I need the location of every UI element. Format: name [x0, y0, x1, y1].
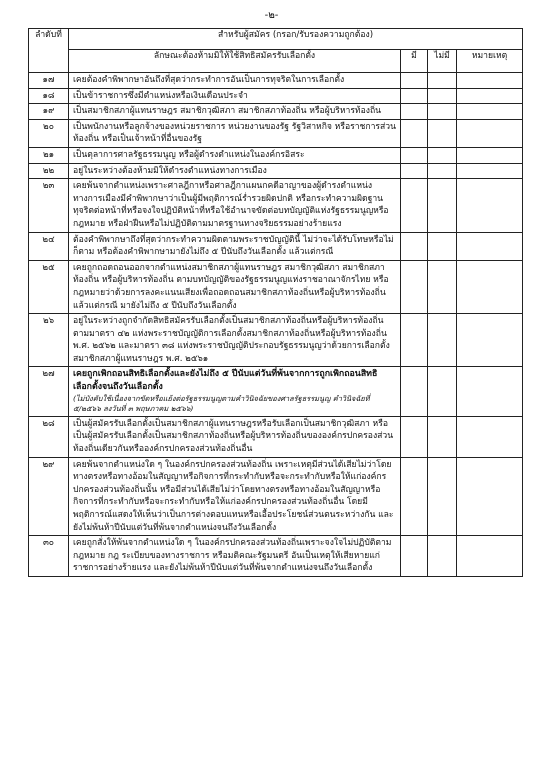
row-description — [69, 163, 401, 179]
remark-cell[interactable] — [457, 119, 523, 147]
row-text: เคยพ้นจากตำแหน่งใด ๆ ในองค์กรปกครองส่วนท้องถิ่น เพราะเหตุมีส่วนได้เสียไม่ว่าโดยทางตรงหรือทางอ้อมในสัญญาหรือกิจการที่กระทำกับหรือจะกระทำกับหรือให้แก่องค์กรปกครองส่วนท้องถิ่นนั้น หรือมีส่วนได้เสียไม่ว่าโดยทางตรงหรือทางอ้อมในสัญญาหรือกิจการที่กระทำกับหรือจะกระทำกับหรือให้แก่องค์กรปกครองส่วนท้องถิ่นอื่น โดยมีพฤติการณ์แสดงให้เห็นว่าเป็นการต่างตอบแทนหรือเอื้อประโยชน์ส่วนตนระหว่างกัน และยังไม่พ้นห้าปีนับแต่วันที่พ้นจากตำแหน่งจนถึงวันเลือกตั้ง — [73, 459, 394, 533]
remark-cell[interactable] — [457, 179, 523, 232]
row-description — [69, 119, 401, 147]
row-description — [69, 260, 401, 313]
table-row — [29, 179, 523, 232]
row-text: ต้องคำพิพากษาถึงที่สุดว่ากระทำความผิดตามพระราชบัญญัตินี้ ไม่ว่าจะได้รับโทษหรือไม่ก็ตาม หรือต้องคำพิพากษามายังไม่ถึง ๕ ปีนับถึงวันเลือกตั้ง แล้วแต่กรณี — [73, 234, 394, 258]
column-header-yes: มี — [401, 50, 428, 73]
row-description — [69, 73, 401, 89]
row-number: ๑๘ — [29, 88, 69, 104]
table-row — [29, 119, 523, 147]
no-checkbox-cell[interactable] — [428, 179, 457, 232]
remark-cell[interactable] — [457, 260, 523, 313]
row-description — [69, 179, 401, 232]
row-text: เป็นพนักงานหรือลูกจ้างของหน่วยราชการ หน่วยงานของรัฐ รัฐวิสาหกิจ หรือราชการส่วนท้องถิ่น หรือเป็นเจ้าหน้าที่อื่นของรัฐ — [73, 121, 396, 145]
row-number: ๒๕ — [29, 260, 69, 313]
yes-checkbox-cell[interactable] — [401, 88, 428, 104]
table-row — [29, 88, 523, 104]
row-description — [69, 104, 401, 120]
row-text: เป็นตุลาการศาลรัฐธรรมนูญ หรือผู้ดำรงตำแหน่งในองค์กรอิสระ — [73, 149, 305, 160]
remark-cell[interactable] — [457, 536, 523, 577]
remark-cell[interactable] — [457, 314, 523, 367]
row-note: (ไม่บังคับใช้เนื่องจากขัดหรือแย้งต่อรัฐธรรมนูญตามคำวินิจฉัยของศาลรัฐธรรมนูญ คำวินิจฉัยที่ ๕/๒๕๖๖ ลงวันที่ ๓ พฤษภาคม ๒๕๖๖) — [73, 393, 370, 414]
table-row — [29, 163, 523, 179]
yes-checkbox-cell[interactable] — [401, 119, 428, 147]
row-text: เคยถูกเพิกถอนสิทธิเลือกตั้งและยังไม่ถึง ๕ ปีนับแต่วันที่พ้นจากการถูกเพิกถอนสิทธิเลือกตั้งจนถึงวันเลือกตั้ง — [73, 369, 378, 393]
row-description — [69, 88, 401, 104]
remark-cell[interactable] — [457, 367, 523, 416]
yes-checkbox-cell[interactable] — [401, 232, 428, 260]
no-checkbox-cell[interactable] — [428, 536, 457, 577]
no-checkbox-cell[interactable] — [428, 457, 457, 536]
remark-cell[interactable] — [457, 163, 523, 179]
table-row — [29, 232, 523, 260]
row-number: ๑๗ — [29, 73, 69, 89]
no-checkbox-cell[interactable] — [428, 314, 457, 367]
row-number: ๒๓ — [29, 179, 69, 232]
remark-cell[interactable] — [457, 147, 523, 163]
row-text: อยู่ในระหว่างต้องห้ามมิให้ดำรงตำแหน่งทางการเมือง — [73, 165, 267, 176]
no-checkbox-cell[interactable] — [428, 367, 457, 416]
row-number: ๒๖ — [29, 314, 69, 367]
yes-checkbox-cell[interactable] — [401, 147, 428, 163]
table-row — [29, 260, 523, 313]
table-row — [29, 147, 523, 163]
row-number: ๒๗ — [29, 367, 69, 416]
page-number: -๒- — [264, 10, 279, 21]
table-row — [29, 536, 523, 577]
yes-checkbox-cell[interactable] — [401, 260, 428, 313]
row-number: ๒๑ — [29, 147, 69, 163]
row-text: เคยถูกสั่งให้พ้นจากตำแหน่งใด ๆ ในองค์กรปกครองส่วนท้องถิ่นเพราะจงใจไม่ปฏิบัติตามกฎหมาย กฎ ระเบียบของทางราชการ หรือมติคณะรัฐมนตรี อันเป็นเหตุให้เสียหายแก่ราชการอย่างร้ายแรง และยังไม่พ้นห้าปีนับแต่วันที่พ้นจากตำแหน่งจนถึงวันเลือกตั้ง — [73, 538, 392, 574]
row-text: เคยต้องคำพิพากษาอันถึงที่สุดว่ากระทำการอันเป็นการทุจริตในการเลือกตั้ง — [73, 75, 345, 85]
row-text: เคยถูกถอดถอนออกจากตำแหน่งสมาชิกสภาผู้แทนราษฎร สมาชิกวุฒิสภา สมาชิกสภาท้องถิ่น หรือผู้บริหารท้องถิ่น ตามบทบัญญัติของรัฐธรรมนูญแห่งราชอาณาจักรไทย หรือกฎหมายว่าด้วยการลงคะแนนเสียงเพื่อถอดถอนสมาชิกสภาท้องถิ่นหรือผู้บริหารท้องถิ่น แล้วแต่กรณี มายังไม่ถึง ๕ ปีนับถึงวันเลือกตั้ง — [73, 262, 389, 311]
no-checkbox-cell[interactable] — [428, 416, 457, 457]
row-number: ๒๙ — [29, 457, 69, 536]
table-row — [29, 314, 523, 367]
row-text: อยู่ในระหว่างถูกจำกัดสิทธิสมัครรับเลือกตั้งเป็นสมาชิกสภาท้องถิ่นหรือผู้บริหารท้องถิ่นตามมาตรา ๔๒ แห่งพระราชบัญญัติการเลือกตั้งสมาชิกสภาท้องถิ่นหรือผู้บริหารท้องถิ่น พ.ศ. ๒๕๖๒ และมาตรา ๓๘ แห่งพระราชบัญญัติประกอบรัฐธรรมนูญว่าด้วยการเลือกตั้งสมาชิกสภาผู้แทนราษฎร พ.ศ. ๒๕๖๑ — [73, 316, 390, 364]
row-number: ๓๐ — [29, 536, 69, 577]
row-number: ๒๐ — [29, 119, 69, 147]
disqualification-table — [28, 28, 523, 577]
column-header-note: หมายเหตุ — [457, 50, 523, 73]
remark-cell[interactable] — [457, 104, 523, 120]
no-checkbox-cell[interactable] — [428, 163, 457, 179]
table-row — [29, 457, 523, 536]
remark-cell[interactable] — [457, 88, 523, 104]
remark-cell[interactable] — [457, 232, 523, 260]
remark-cell[interactable] — [457, 416, 523, 457]
no-checkbox-cell[interactable] — [428, 232, 457, 260]
row-description — [69, 457, 401, 536]
no-checkbox-cell[interactable] — [428, 260, 457, 313]
row-number: ๒๒ — [29, 163, 69, 179]
row-description — [69, 536, 401, 577]
remark-cell[interactable] — [457, 73, 523, 89]
row-text: เคยพ้นจากตำแหน่งเพราะศาลฎีกาหรือศาลฎีกาแผนกคดีอาญาของผู้ดำรงตำแหน่งทางการเมืองมีคำพิพากษาว่าเป็นผู้มีพฤติการณ์ร่ำรวยผิดปกติ หรือกระทำความผิดฐานทุจริตต่อหน้าที่หรือจงใจปฏิบัติหน้าที่หรือใช้อำนาจขัดต่อบทบัญญัติแห่งรัฐธรรมนูญหรือกฎหมาย หรือฝ่าฝืนหรือไม่ปฏิบัติตามมาตรฐานทางจริยธรรมอย่างร้ายแรง — [73, 181, 389, 229]
row-text: เป็นผู้สมัครรับเลือกตั้งเป็นสมาชิกสภาผู้แทนราษฎรหรือรับเลือกเป็นสมาชิกวุฒิสภา หรือเป็นผู้สมัครรับเลือกตั้งเป็นสมาชิกสภาท้องถิ่นหรือผู้บริหารท้องถิ่นขององค์กรปกครองส่วนท้องถิ่นเดียวกันหรือองค์กรปกครองส่วนท้องถิ่นอื่น — [73, 418, 394, 455]
yes-checkbox-cell[interactable] — [401, 536, 428, 577]
yes-checkbox-cell[interactable] — [401, 179, 428, 232]
row-description — [69, 416, 401, 457]
row-description — [69, 314, 401, 367]
row-number: ๒๘ — [29, 416, 69, 457]
no-checkbox-cell[interactable] — [428, 104, 457, 120]
table-body — [29, 73, 523, 577]
row-description — [69, 232, 401, 260]
section-title: สำหรับผู้สมัคร (กรอก/รับรองความถูกต้อง) — [69, 29, 523, 50]
remark-cell[interactable] — [457, 457, 523, 536]
no-checkbox-cell[interactable] — [428, 147, 457, 163]
yes-checkbox-cell[interactable] — [401, 314, 428, 367]
row-text: เป็นข้าราชการซึ่งมีตำแหน่งหรือเงินเดือนประจำ — [73, 90, 248, 101]
row-number: ๑๙ — [29, 104, 69, 120]
header-row-2 — [29, 50, 523, 73]
no-checkbox-cell[interactable] — [428, 119, 457, 147]
yes-checkbox-cell[interactable] — [401, 104, 428, 120]
header-row-1 — [29, 29, 523, 50]
yes-checkbox-cell[interactable] — [401, 367, 428, 416]
no-checkbox-cell[interactable] — [428, 73, 457, 89]
yes-checkbox-cell[interactable] — [401, 163, 428, 179]
table-row — [29, 367, 523, 416]
table-row — [29, 73, 523, 89]
row-number: ๒๔ — [29, 232, 69, 260]
column-header-number: ลำดับที่ — [29, 29, 69, 73]
table-row — [29, 104, 523, 120]
column-header-no: ไม่มี — [428, 50, 457, 73]
no-checkbox-cell[interactable] — [428, 88, 457, 104]
yes-checkbox-cell[interactable] — [401, 457, 428, 536]
row-text: เป็นสมาชิกสภาผู้แทนราษฎร สมาชิกวุฒิสภา สมาชิกสภาท้องถิ่น หรือผู้บริหารท้องถิ่น — [73, 106, 382, 117]
row-description — [69, 367, 401, 416]
column-header-description: ลักษณะต้องห้ามมิให้ใช้สิทธิสมัครรับเลือกตั้ง — [69, 50, 401, 73]
row-description — [69, 147, 401, 163]
table-row — [29, 416, 523, 457]
yes-checkbox-cell[interactable] — [401, 73, 428, 89]
yes-checkbox-cell[interactable] — [401, 416, 428, 457]
